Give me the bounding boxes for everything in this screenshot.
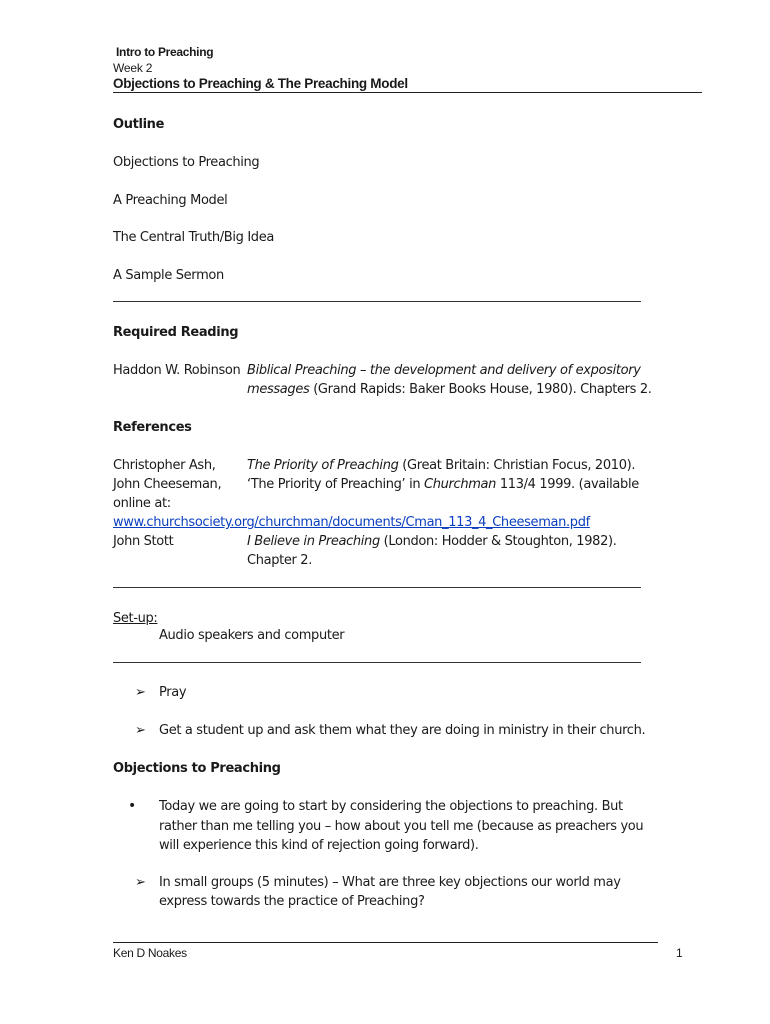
reading-publisher: (Grand Rapids: Baker Books House, 1980). Chapters 2.: [313, 382, 652, 397]
reference-entry: [247, 477, 639, 492]
reference-author: John Cheeseman,: [113, 477, 222, 492]
group-task-text: express towards the practice of Preaching?: [159, 894, 425, 909]
objections-heading: Objections to Preaching: [113, 761, 281, 776]
group-task-text: In small groups (5 minutes) – What are three key objections our world may: [159, 875, 621, 890]
arrow-bullet-icon: ➢: [135, 875, 146, 890]
reference-journal: Churchman: [424, 477, 497, 492]
reference-author: Christopher Ash,: [113, 458, 216, 473]
reference-details: 113/4 1999. (available: [499, 477, 639, 492]
reading-details: [247, 382, 652, 397]
outline-item: A Preaching Model: [113, 193, 228, 208]
outline-item: The Central Truth/Big Idea: [113, 230, 274, 245]
reference-details: (London: Hodder & Stoughton, 1982).: [383, 534, 617, 549]
header-divider: [113, 92, 702, 93]
action-item: Pray: [159, 685, 187, 700]
reference-continuation: Chapter 2.: [247, 553, 313, 568]
course-name: Intro to Preaching: [116, 45, 214, 59]
outline-item: A Sample Sermon: [113, 268, 224, 283]
reference-author: John Stott: [113, 534, 174, 549]
reference-title: ‘The Priority of Preaching’ in: [247, 477, 421, 492]
section-divider: [113, 662, 641, 663]
footer-author: Ken D Noakes: [113, 946, 187, 960]
reference-entry: [247, 458, 635, 473]
setup-label: Set-up:: [113, 611, 158, 626]
section-divider: [113, 301, 641, 302]
week-label: Week 2: [113, 61, 153, 75]
section-divider: [113, 587, 641, 588]
outline-item: Objections to Preaching: [113, 155, 260, 170]
reference-title: I Believe in Preaching: [247, 534, 380, 549]
page-number: 1: [676, 946, 683, 960]
reference-link[interactable]: www.churchsociety.org/churchman/documents/Cman_113_4_Cheeseman.pdf: [113, 515, 590, 530]
action-item: Get a student up and ask them what they are doing in ministry in their church.: [159, 723, 646, 738]
reading-title: Biblical Preaching – the development and delivery of expository: [247, 363, 641, 378]
objections-text: rather than me telling you – how about you tell me (because as preachers you: [159, 819, 644, 834]
objections-text: will experience this kind of rejection going forward).: [159, 838, 479, 853]
arrow-bullet-icon: ➢: [135, 685, 146, 700]
reading-title-cont: messages: [247, 382, 310, 397]
arrow-bullet-icon: ➢: [135, 723, 146, 738]
bullet-icon: •: [128, 798, 136, 814]
objections-text: Today we are going to start by considering the objections to preaching. But: [159, 799, 623, 814]
footer-divider: [113, 942, 658, 943]
outline-heading: Outline: [113, 117, 165, 132]
setup-value: Audio speakers and computer: [159, 628, 345, 643]
required-reading-heading: Required Reading: [113, 325, 239, 340]
lesson-title: Objections to Preaching & The Preaching Model: [113, 76, 408, 91]
references-heading: References: [113, 420, 192, 435]
reading-author: Haddon W. Robinson: [113, 363, 241, 378]
reference-title: The Priority of Preaching: [247, 458, 399, 473]
reference-entry: [247, 534, 617, 549]
reference-details: (Great Britain: Christian Focus, 2010).: [402, 458, 636, 473]
reference-continuation: online at:: [113, 496, 171, 511]
